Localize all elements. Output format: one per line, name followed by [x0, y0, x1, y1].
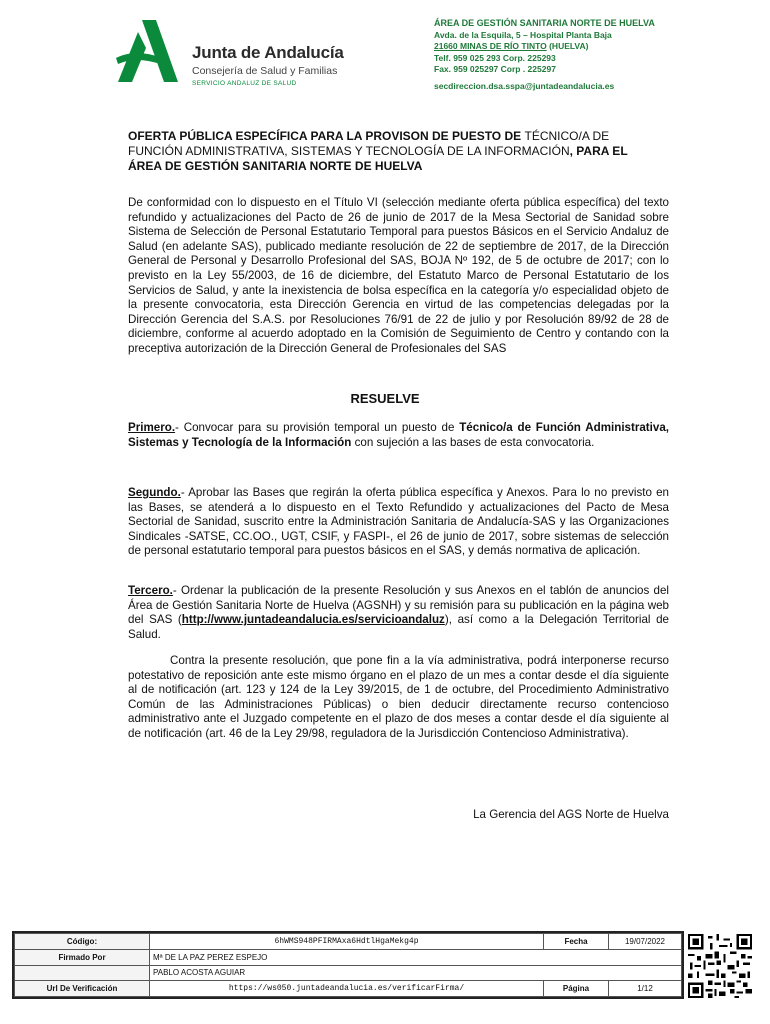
- document-title: [128, 129, 661, 174]
- segundo-heading: Segundo.: [128, 486, 181, 499]
- table-row: [15, 981, 682, 997]
- junta-andalucia-logo-icon: [112, 18, 182, 84]
- primero-paragraph: [128, 421, 669, 450]
- tercero-post: ), así como a la Delegación Territorial de Salud.: [128, 613, 669, 641]
- qr-code-icon: [688, 934, 752, 998]
- primero-bold: Técnico/a de Función Administrativa, Sistemas y Tecnología de la Información: [128, 421, 670, 449]
- address-line-1: Avda. de la Esquila, 5 – Hospital Planta Baja: [434, 29, 612, 40]
- fecha-value: 19/07/2022: [609, 934, 682, 950]
- signoff: La Gerencia del AGS Norte de Huelva: [473, 808, 669, 821]
- url-label: Url De Verificación: [15, 981, 150, 997]
- primero-heading: Primero.: [128, 421, 176, 434]
- codigo-label: Código:: [15, 934, 150, 950]
- fecha-label: Fecha: [544, 934, 609, 950]
- table-row: [15, 949, 682, 965]
- contact-block: [434, 18, 655, 92]
- email-link[interactable]: secdireccion.dsa.sspa@juntadeandalucia.es: [434, 80, 615, 91]
- signature-table: [14, 933, 682, 997]
- tercero-pre: - Ordenar la publicación de la presente Resolución y sus Anexos en el tablón de anuncios del Área de Gestión Sanitaria Norte de Huelva (AGSNH) y su remisión para su publicación en la página web del SAS (: [128, 584, 669, 627]
- primero-post: con sujeción a las bases de esta convocatoria.: [351, 435, 595, 449]
- primero-pre: - Convocar para su provisión temporal un puesto de: [175, 421, 460, 434]
- title-part-1: OFERTA PÚBLICA ESPECÍFICA PARA LA PROVISON DE PUESTO DE: [128, 129, 525, 143]
- logo-name: Junta de Andalucía: [192, 43, 344, 62]
- fax: Fax. 959 025297 Corp . 225297: [434, 64, 556, 74]
- junta-logo: [112, 18, 344, 90]
- table-row: [15, 965, 682, 981]
- postal-code: 21660 MINAS DE RÍO TINTO: [434, 41, 547, 51]
- signature-box: [12, 931, 684, 999]
- firmante-2: PABLO ACOSTA AGUIAR: [150, 965, 682, 981]
- title-part-2: TÉCNICO/A DE FUNCIÓN ADMINISTRATIVA, SISTEMAS Y TECNOLOGÍA DE LA INFORMACIÓN: [128, 129, 610, 158]
- title-part-3: , PARA EL ÁREA DE GESTIÓN SANITARIA NORTE DE HUELVA: [128, 144, 628, 173]
- recurso-paragraph: Contra la presente resolución, que pone fin a la vía administrativa, podrá interponerse recurso potestativo de reposición ante este mismo órgano en el plazo de un mes a contar desde el día siguiente al de notificación (art. 123 y 124 de la Ley 39/2015, de 1 de octubre, del Procedimiento Administrativo Común de las Administraciones Públicas) o bien deducir directamente recurso contencioso administrativo ante el Juzgado competente en el plazo de dos meses a contar desde el día siguiente al de notificación (art. 46 de la Ley 29/98, reguladora de la Jurisdicción Contencioso Administrativa).: [128, 654, 669, 740]
- segundo-text: - Aprobar las Bases que regirán la oferta pública específica y Anexos. Para lo no previsto en las Bases, se atenderá a lo dispuesto en el Texto Refundido y actualizaciones del Pacto de Mesa Sectorial de Sanidad, suscrito entre la Administración Sanitaria de Andalucía-SAS y las Organizaciones Sindicales -SATSE, CC.OO., UGT, CSIF, y FASPI-, el 26 de junio de 2017, sobre sistemas de selección de personal estatutario temporal para puestos básicos en el SAS, y demás normativa de aplicación.: [128, 486, 669, 558]
- tercero-paragraph: [128, 584, 669, 642]
- sas-website-link[interactable]: http://www.juntadeandalucia.es/servicioandaluz: [181, 613, 445, 627]
- firmado-label-blank: [15, 965, 150, 981]
- url-value[interactable]: https://ws050.juntadeandalucia.es/verificarFirma/: [150, 981, 544, 997]
- address-line-2: [434, 41, 655, 53]
- codigo-value: 6hWMS948PFIRMAxa6HdtlHgaMekg4p: [150, 934, 544, 950]
- firmante-1: Mª DE LA PAZ PEREZ ESPEJO: [150, 949, 682, 965]
- logo-department: Consejería de Salud y Familias: [192, 65, 338, 77]
- resuelve-heading: RESUELVE: [350, 391, 420, 406]
- province: (HUELVA): [546, 41, 589, 51]
- pagina-label: Página: [544, 981, 609, 997]
- pagina-value: 1/12: [609, 981, 682, 997]
- phone: Telf. 959 025 293 Corp. 225293: [434, 52, 556, 63]
- firmado-label: Firmado Por: [15, 949, 150, 965]
- area-name: ÁREA DE GESTIÓN SANITARIA NORTE DE HUELVA: [434, 18, 655, 28]
- logo-sas: SERVICIO ANDALUZ DE SALUD: [192, 80, 297, 87]
- segundo-paragraph: [128, 486, 669, 559]
- intro-paragraph: De conformidad con lo dispuesto en el Título VI (selección mediante oferta pública específica) del texto refundido y actualizaciones del Pacto de 26 de junio de 2017 de la Mesa Sectorial de Sanidad sobre Sistema de Selección de Personal Estatutario Temporal para puestos Básicos en el Servicio Andaluz de Salud (en adelante SAS), publicado mediante resolución de 22 de septiembre de 2017, de la Dirección General de Personal y Desarrollo Profesional del SAS, BOJA Nº 192, de 5 de octubre de 2017; con lo previsto en la Ley 55/2003, de 16 de diciembre, del Estatuto Marco de Personal Estatutario de los Servicios de Salud, y ante la inexistencia de bolsa específica en la categoría y/o especialidad objeto de la presente convocatoria, esta Dirección Gerencia en virtud de las competencias delegadas por la Dirección Gerencia del S.A.S. por Resoluciones 76/91 de 22 de julio y por Resolución 89/92 de 28 de diciembre, conforme al acuerdo adoptado en la Comisión de Seguimiento de Centro y contando con la preceptiva autorización de la Dirección General de Profesionales del SAS: [128, 196, 669, 355]
- tercero-heading: Tercero.: [128, 584, 173, 597]
- table-row: [15, 934, 682, 950]
